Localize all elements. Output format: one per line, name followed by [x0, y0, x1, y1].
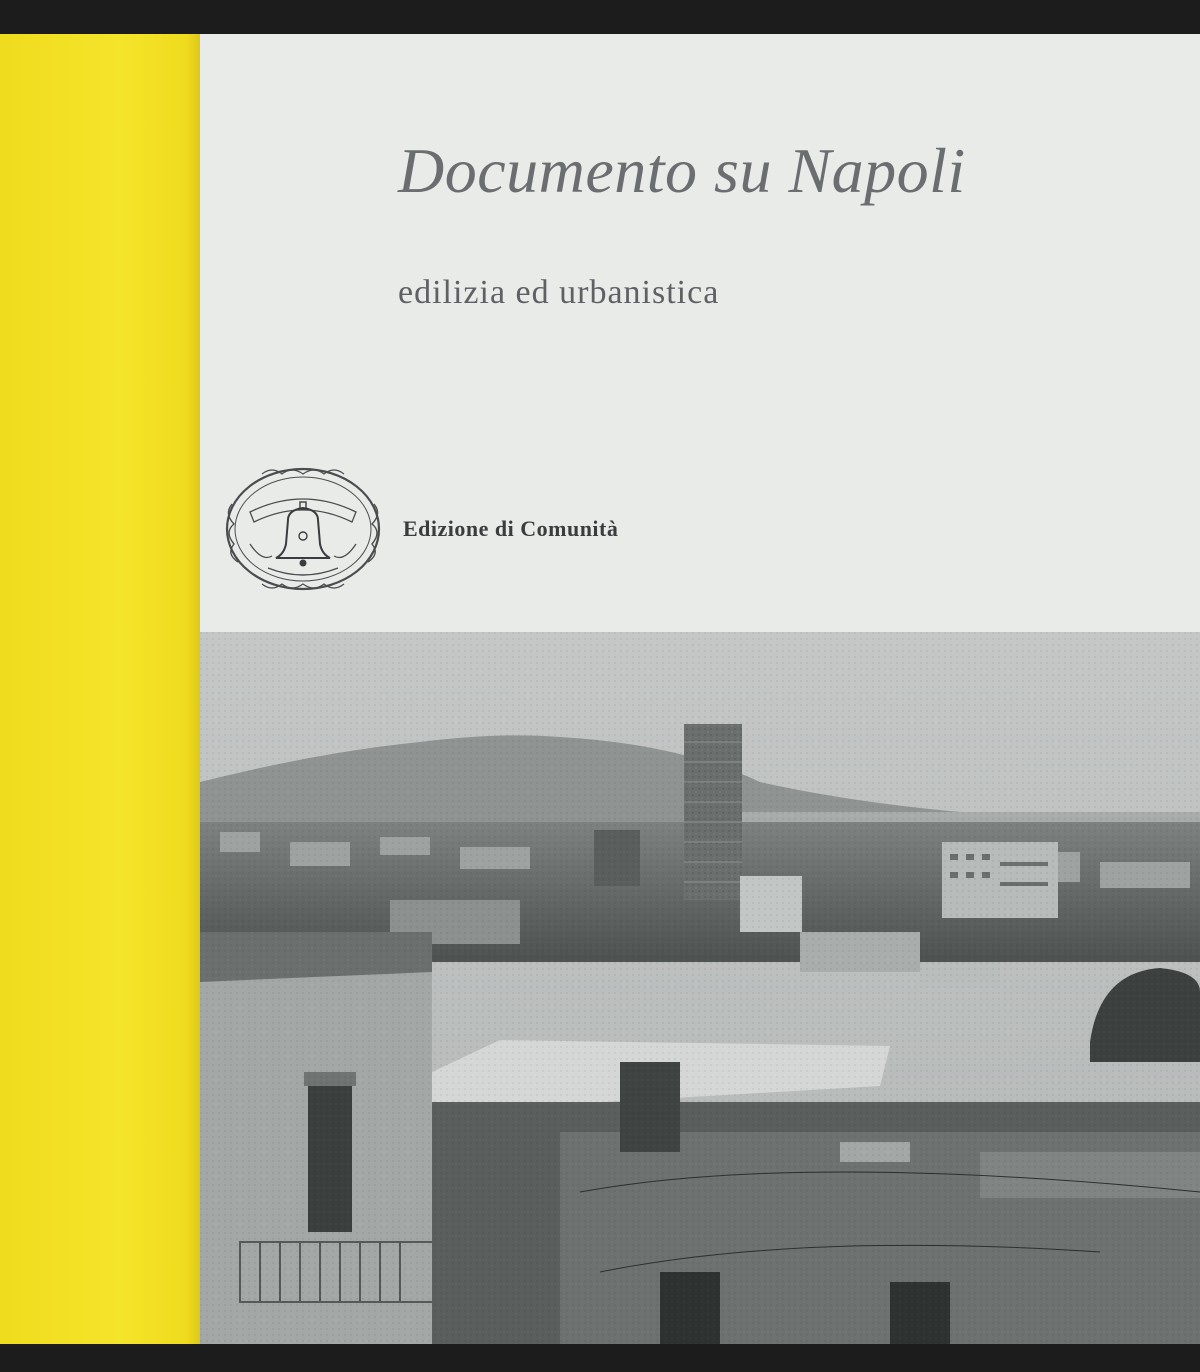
- yellow-spine-band: [0, 34, 200, 1344]
- book-cover: [0, 34, 1200, 1344]
- book-title: Documento su Napoli: [398, 135, 966, 206]
- book-subtitle: edilizia ed urbanistica: [398, 274, 720, 311]
- spine-shadow: [186, 34, 200, 1344]
- bell-emblem-icon: [222, 464, 384, 594]
- city-panorama-photo: [200, 632, 1200, 1344]
- publisher-name: Edizione di Comunità: [403, 516, 619, 541]
